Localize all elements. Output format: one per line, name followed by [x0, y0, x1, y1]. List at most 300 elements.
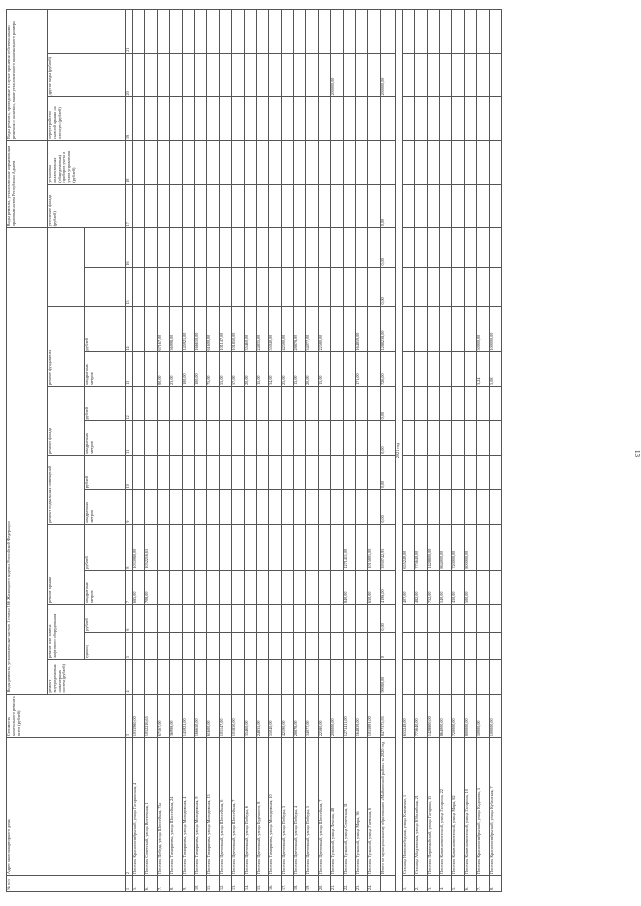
table-row: [232, 10, 244, 892]
total-value: 0,00: [380, 605, 395, 633]
row-value: [452, 455, 464, 489]
row-value: [219, 184, 231, 228]
row-value: [170, 632, 182, 660]
row-value: 50000,00: [477, 694, 489, 738]
row-value: [194, 605, 206, 633]
row-value: [232, 455, 244, 489]
row-value: [182, 421, 194, 455]
row-value: [415, 605, 427, 633]
row-value: [145, 267, 157, 306]
row-value: [402, 352, 414, 386]
row-value: [170, 228, 182, 267]
row-value: [331, 660, 343, 694]
row-value: 5,08: [489, 352, 501, 386]
row-value: [269, 53, 281, 97]
row-value: 67167,00: [157, 694, 169, 738]
row-value: [294, 53, 306, 97]
row-value: [477, 10, 489, 54]
row-number: 15.: [256, 875, 268, 891]
row-value: [145, 386, 157, 420]
row-value: [194, 632, 206, 660]
row-value: [133, 605, 145, 633]
row-value: [489, 632, 501, 660]
row-value: [207, 632, 219, 660]
year-row: [395, 10, 402, 892]
row-value: [207, 455, 219, 489]
row-value: [207, 10, 219, 54]
table-row: [439, 10, 451, 892]
row-value: [194, 97, 206, 141]
row-value: [157, 455, 169, 489]
row-value: 67167,00: [157, 306, 169, 352]
row-value: [145, 455, 157, 489]
row-address: Поселок Цветочный, улица Шоссейная, 7: [232, 738, 244, 876]
row-number: 11.: [207, 875, 219, 891]
header-cost: Стоимость капитального ремонта всего (рублей): [7, 694, 126, 738]
row-value: 800000,00: [464, 524, 476, 570]
row-value: [318, 267, 330, 306]
row-value: [402, 228, 414, 267]
row-value: [133, 267, 145, 306]
row-value: [170, 605, 182, 633]
row-value: [402, 386, 414, 420]
row-value: [415, 53, 427, 97]
row-value: [489, 97, 501, 141]
row-value: 1033980,00: [133, 524, 145, 570]
row-number: 7.: [157, 875, 169, 891]
row-value: [356, 570, 368, 604]
row-value: [331, 421, 343, 455]
row-value: [427, 306, 439, 352]
row-value: [427, 97, 439, 141]
row-value: [133, 455, 145, 489]
row-value: [477, 605, 489, 633]
row-value: [477, 660, 489, 694]
row-value: [489, 421, 501, 455]
row-value: [306, 632, 318, 660]
row-value: [256, 570, 268, 604]
row-address: Станица Абадзехская, улица Юбилейная, 21: [415, 738, 427, 876]
row-value: [232, 97, 244, 141]
row-number: 22.: [343, 875, 355, 891]
row-value: [452, 421, 464, 455]
row-value: [415, 352, 427, 386]
row-value: [145, 605, 157, 633]
row-value: 500,00: [464, 570, 476, 604]
header-roof: ремонт крыши: [48, 524, 85, 604]
row-value: 101147,00: [219, 694, 231, 738]
row-value: [452, 267, 464, 306]
header-facade: ремонт фасада: [48, 386, 85, 455]
repair-plan-table: [6, 9, 502, 892]
row-value: [368, 605, 380, 633]
sub-sqm: квадратных метров: [85, 421, 126, 455]
row-value: [232, 386, 244, 420]
row-value: [439, 267, 451, 306]
row-value: [133, 184, 145, 228]
sub-sqm: квадратных метров: [85, 570, 126, 604]
row-value: [477, 455, 489, 489]
row-value: [343, 97, 355, 141]
row-value: [415, 632, 427, 660]
row-value: [269, 524, 281, 570]
row-address: Поселок Тульский, улица Советская, 31: [343, 738, 355, 876]
row-value: [306, 524, 318, 570]
header-reconstruct: переустройство скатной крыши на плоскую (рублей): [48, 97, 126, 141]
row-number: 19.: [306, 875, 318, 891]
row-value: [331, 228, 343, 267]
row-value: 35460,00: [244, 694, 256, 738]
table-row: [219, 10, 231, 892]
row-value: [157, 141, 169, 185]
row-value: 23,00: [170, 352, 182, 386]
row-value: [331, 524, 343, 570]
row-address: Поселок Краснооктябрьский, улица Гагаринская, 4: [133, 738, 145, 876]
row-value: [306, 228, 318, 267]
row-value: 1015891,00: [368, 694, 380, 738]
row-value: [182, 455, 194, 489]
row-address: Поселок Цветочный, улица Буденного, 8: [256, 738, 268, 876]
row-value: [427, 455, 439, 489]
row-value: 773640,00: [415, 524, 427, 570]
row-value: [133, 421, 145, 455]
row-value: [269, 228, 281, 267]
row-value: [477, 184, 489, 228]
row-value: [244, 386, 256, 420]
row-value: [427, 228, 439, 267]
row-value: [170, 490, 182, 524]
row-value: 25,00: [281, 352, 293, 386]
row-value: [232, 660, 244, 694]
header-internal-systems: ремонт внутридомовых инженерных систем (рублей): [48, 660, 126, 694]
row-value: [343, 352, 355, 386]
row-value: [427, 141, 439, 185]
row-value: 685,00: [133, 570, 145, 604]
column-number: 2: [126, 738, 133, 876]
row-value: 22580,00: [318, 306, 330, 352]
row-value: [343, 184, 355, 228]
row-number: 14.: [244, 875, 256, 891]
row-value: [343, 10, 355, 54]
row-value: 482,00: [415, 570, 427, 604]
row-number: 1.: [402, 875, 414, 891]
row-value: [219, 632, 231, 660]
row-value: [157, 660, 169, 694]
row-value: [182, 605, 194, 633]
table-row: [269, 10, 281, 892]
row-value: [306, 267, 318, 306]
header-meters: установка коллективных (общедомовых) приборов учета и узлов управления (рублей): [48, 141, 126, 185]
row-value: [318, 660, 330, 694]
row-value: [477, 386, 489, 420]
row-value: [402, 605, 414, 633]
row-value: [207, 228, 219, 267]
row-value: [489, 53, 501, 97]
row-value: 540,00: [439, 570, 451, 604]
row-address: Поселок Цветочный, улица Шоссейная, 7: [318, 738, 330, 876]
row-value: [269, 632, 281, 660]
row-value: [331, 352, 343, 386]
row-value: 773640,00: [415, 694, 427, 738]
row-value: [402, 141, 414, 185]
column-number: 17: [126, 184, 133, 228]
row-value: [318, 97, 330, 141]
row-value: [343, 141, 355, 185]
row-value: [318, 490, 330, 524]
table-row: [356, 10, 368, 892]
row-number: 5.: [452, 875, 464, 891]
row-value: [170, 184, 182, 228]
row-value: [439, 306, 451, 352]
row-value: 1428800,00: [427, 694, 439, 738]
header-other: другие виды (рублей): [48, 53, 126, 97]
sub-blank: [85, 228, 126, 267]
row-value: [343, 267, 355, 306]
row-value: [439, 184, 451, 228]
row-value: [281, 660, 293, 694]
row-value: [294, 660, 306, 694]
row-value: [281, 97, 293, 141]
row-value: [368, 97, 380, 141]
row-value: [439, 455, 451, 489]
row-value: 1428800,00: [427, 524, 439, 570]
row-number: 8.: [489, 875, 501, 891]
header-group-regional: Виды ремонта, установленные нормативным правовым актом Республики Адыгея: [7, 141, 48, 228]
row-value: [145, 352, 157, 386]
row-value: [464, 141, 476, 185]
row-value: [232, 632, 244, 660]
row-number: 13.: [232, 875, 244, 891]
row-address: Поселок Каменномостский, улица Гагарина, 22: [439, 738, 451, 876]
column-number: 1: [126, 875, 133, 891]
row-value: [170, 570, 182, 604]
row-value: [318, 228, 330, 267]
row-value: [464, 184, 476, 228]
row-value: [269, 386, 281, 420]
row-value: [219, 386, 231, 420]
row-value: 100,00: [194, 352, 206, 386]
row-address: Поселок Тульский, улица Мира, 36: [356, 738, 368, 876]
row-value: [232, 267, 244, 306]
row-value: [133, 352, 145, 386]
row-value: [415, 306, 427, 352]
row-value: [343, 490, 355, 524]
row-value: [452, 141, 464, 185]
column-number-row: [126, 10, 133, 892]
sub-units: единиц: [85, 632, 126, 660]
row-value: [244, 97, 256, 141]
row-value: [464, 660, 476, 694]
row-value: 34077,00: [306, 694, 318, 738]
row-value: [145, 660, 157, 694]
row-value: [368, 10, 380, 54]
row-value: [182, 267, 194, 306]
row-value: [402, 490, 414, 524]
row-value: [415, 267, 427, 306]
table-row: [170, 10, 182, 892]
row-value: 101147,00: [219, 306, 231, 352]
row-address: Поселок Цветочный, улица Победы, 3: [281, 738, 293, 876]
row-value: 61600,00: [207, 306, 219, 352]
row-value: [194, 267, 206, 306]
total-value: 99080,00: [380, 660, 395, 694]
row-value: [427, 660, 439, 694]
row-value: [269, 660, 281, 694]
row-value: 100000,00: [489, 306, 501, 352]
row-value: [281, 570, 293, 604]
row-address: Поселок Каменномостский, улица Мира, 82: [452, 738, 464, 876]
row-value: 28878,00: [294, 306, 306, 352]
row-address: Поселок Тульский, улица Ленина, 48: [331, 738, 343, 876]
row-value: [318, 421, 330, 455]
row-value: [294, 455, 306, 489]
row-value: [306, 490, 318, 524]
row-value: [331, 570, 343, 604]
row-value: 655249,00: [402, 524, 414, 570]
header-insulation: утепление фасада (рублей): [48, 184, 126, 228]
row-value: [256, 421, 268, 455]
table-row: [145, 10, 157, 892]
table-row: [415, 10, 427, 892]
row-value: [219, 455, 231, 489]
row-address: Поселок Победа, улица Шоссейная, 73а: [157, 738, 169, 876]
header-basement: ремонт подвальных помещений: [48, 455, 85, 524]
row-value: 100,00: [182, 352, 194, 386]
row-value: [256, 490, 268, 524]
row-value: 20,00: [244, 352, 256, 386]
row-value: 15,00: [256, 352, 268, 386]
row-value: 101850,00: [232, 306, 244, 352]
row-value: [133, 141, 145, 185]
sub-blank: [85, 267, 126, 306]
row-value: [219, 524, 231, 570]
table-row: [281, 10, 293, 892]
row-value: [331, 455, 343, 489]
row-value: 1015891,00: [368, 524, 380, 570]
row-value: 24835,00: [256, 306, 268, 352]
table-row: [157, 10, 169, 892]
column-number: 14: [126, 306, 133, 352]
row-value: [256, 386, 268, 420]
row-value: 145921,00: [182, 694, 194, 738]
row-value: [306, 184, 318, 228]
row-value: [356, 386, 368, 420]
row-value: [306, 141, 318, 185]
row-address: Поселок Тимирязева, улица Шоссейная, 24: [170, 738, 182, 876]
row-value: [170, 10, 182, 54]
row-value: [219, 421, 231, 455]
row-value: [318, 53, 330, 97]
total-value: 0,00: [380, 184, 395, 228]
row-value: [356, 228, 368, 267]
row-value: [133, 53, 145, 97]
row-value: [368, 352, 380, 386]
row-value: 101850,00: [232, 694, 244, 738]
row-value: 164859,00: [356, 694, 368, 738]
row-value: [331, 490, 343, 524]
row-value: 80,00: [157, 352, 169, 386]
row-value: [464, 97, 476, 141]
row-value: 1052216,65: [145, 524, 157, 570]
total-value: 0,00: [380, 386, 395, 420]
row-value: [464, 267, 476, 306]
row-value: [464, 306, 476, 352]
row-value: [343, 53, 355, 97]
row-value: [343, 660, 355, 694]
row-value: [194, 10, 206, 54]
row-value: [219, 228, 231, 267]
total-value: 200000,00: [380, 53, 395, 97]
row-value: [452, 605, 464, 633]
row-value: [331, 141, 343, 185]
row-value: [219, 605, 231, 633]
row-value: [207, 141, 219, 185]
row-value: [427, 490, 439, 524]
row-value: [244, 53, 256, 97]
row-value: [170, 141, 182, 185]
total-value: [380, 97, 395, 141]
row-value: [318, 141, 330, 185]
row-value: [269, 490, 281, 524]
row-value: [244, 267, 256, 306]
total-value: 0: [380, 632, 395, 660]
sub-rub: рублей: [85, 605, 126, 633]
row-value: [402, 421, 414, 455]
row-value: [439, 53, 451, 97]
table-row: [207, 10, 219, 892]
row-value: [331, 605, 343, 633]
row-value: [256, 455, 268, 489]
total-value: 1288238,00: [380, 306, 395, 352]
row-value: [170, 386, 182, 420]
column-number: 20: [126, 53, 133, 97]
row-value: [207, 267, 219, 306]
total-row: [380, 10, 395, 892]
row-value: 166650,00: [194, 306, 206, 352]
column-number: 5: [126, 632, 133, 660]
row-value: [477, 421, 489, 455]
row-value: [145, 184, 157, 228]
row-value: [244, 524, 256, 570]
row-value: [343, 632, 355, 660]
row-value: [219, 660, 231, 694]
row-value: [269, 184, 281, 228]
row-value: [306, 10, 318, 54]
table-row: [244, 10, 256, 892]
row-value: [294, 632, 306, 660]
row-value: [427, 386, 439, 420]
row-value: [489, 490, 501, 524]
row-value: [306, 570, 318, 604]
row-value: [133, 490, 145, 524]
row-value: [415, 141, 427, 185]
table-row: [318, 10, 330, 892]
row-value: [182, 53, 194, 97]
row-value: 166650,00: [194, 694, 206, 738]
row-value: [415, 10, 427, 54]
row-value: [452, 306, 464, 352]
row-value: [318, 524, 330, 570]
row-value: [281, 53, 293, 97]
row-value: [368, 632, 380, 660]
total-value: 726,00: [380, 352, 395, 386]
row-value: [356, 490, 368, 524]
row-value: [452, 386, 464, 420]
row-value: [256, 267, 268, 306]
row-value: [157, 632, 169, 660]
row-value: [194, 524, 206, 570]
row-address: Поселок Тульский, улица Гаевская, 6: [368, 738, 380, 876]
